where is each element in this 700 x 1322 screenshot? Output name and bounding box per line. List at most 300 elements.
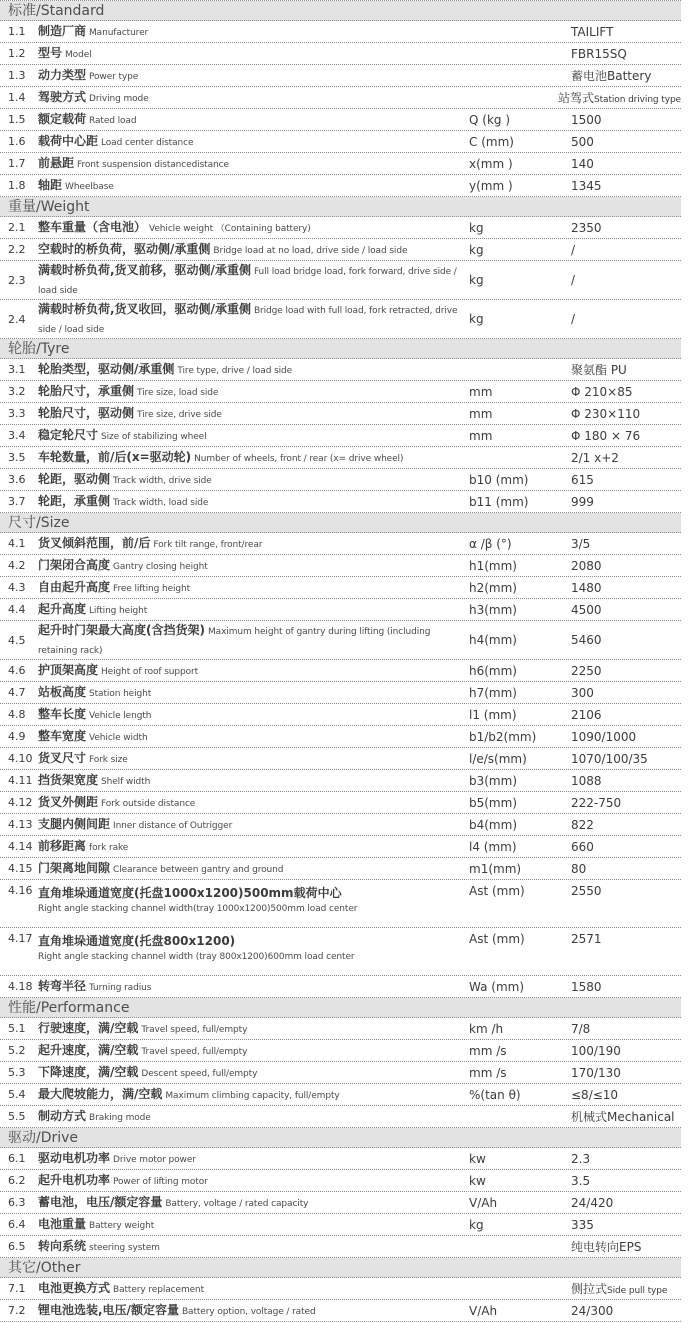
row-number: 6.3 bbox=[8, 1196, 26, 1209]
row-number: 1.6 bbox=[8, 135, 26, 148]
row-value: / bbox=[571, 312, 576, 326]
row-label-cn: 驱动电机功率 bbox=[38, 1151, 111, 1165]
row-value: TAILIFT bbox=[571, 24, 614, 39]
row-value: 聚氨酯 PU bbox=[571, 363, 627, 377]
row-label-en: Free lifting height bbox=[113, 584, 191, 594]
row-unit: h2(mm) bbox=[469, 580, 517, 595]
row-number: 5.5 bbox=[8, 1110, 26, 1123]
row-label-cn: 空载时的桥负荷，驱动侧/承重侧 bbox=[38, 242, 211, 256]
row-label bbox=[38, 300, 469, 338]
row-value: 2/1 x+2 bbox=[571, 450, 619, 465]
row-number: 4.5 bbox=[8, 633, 26, 647]
row-value: 222-750 bbox=[571, 795, 622, 810]
table-row bbox=[0, 381, 681, 403]
row-unit: l4 (mm) bbox=[469, 839, 517, 854]
table-row bbox=[0, 359, 681, 381]
row-label-en: Driving mode bbox=[89, 94, 149, 104]
row-label bbox=[38, 1237, 469, 1256]
row-label bbox=[38, 815, 469, 834]
row-label bbox=[38, 771, 469, 790]
row-label bbox=[38, 977, 469, 996]
row-label-cn: 轮距，驱动侧 bbox=[38, 472, 111, 486]
row-label-en: Rated load bbox=[89, 116, 137, 126]
row-label bbox=[38, 66, 469, 85]
row-label bbox=[38, 1107, 469, 1126]
row-label-en: Vehicle width bbox=[89, 733, 148, 743]
table-row bbox=[0, 621, 681, 660]
row-label-cn: 整车长度 bbox=[38, 707, 87, 721]
row-label-en: Manufacturer bbox=[89, 28, 149, 38]
table-row bbox=[0, 577, 681, 599]
row-label bbox=[38, 44, 469, 63]
row-label-en: Bridge load at no load, drive side / load side bbox=[213, 246, 408, 256]
row-label-cn: 转向系统 bbox=[38, 1239, 87, 1253]
row-label bbox=[38, 360, 469, 379]
row-label-en: Model bbox=[65, 50, 92, 60]
row-label-cn: 转弯半径 bbox=[38, 979, 87, 993]
table-row bbox=[0, 469, 681, 491]
row-label bbox=[38, 727, 469, 746]
row-value: 1090/1000 bbox=[571, 729, 637, 744]
table-row bbox=[0, 1214, 681, 1236]
row-label-en: Number of wheels, front / rear (x= drive wheel) bbox=[194, 454, 404, 464]
row-number: 4.4 bbox=[8, 603, 26, 616]
row-number: 6.2 bbox=[8, 1174, 26, 1187]
table-row bbox=[0, 87, 681, 109]
row-label-cn: 轮距，承重侧 bbox=[38, 494, 111, 508]
row-value-en: Side pull type bbox=[607, 1286, 668, 1296]
table-row bbox=[0, 1192, 681, 1214]
row-number: 1.4 bbox=[8, 91, 26, 104]
row-label-cn: 起升高度 bbox=[38, 602, 87, 616]
table-row bbox=[0, 175, 681, 197]
row-number: 4.7 bbox=[8, 686, 26, 699]
row-label bbox=[38, 426, 469, 445]
row-label bbox=[38, 534, 469, 553]
row-label-en: Fork size bbox=[89, 755, 128, 765]
row-label-cn: 驾驶方式 bbox=[38, 90, 87, 104]
row-number: 4.3 bbox=[8, 581, 26, 594]
row-label bbox=[38, 793, 469, 812]
row-number: 3.4 bbox=[8, 429, 26, 442]
row-label-cn: 稳定轮尺寸 bbox=[38, 428, 99, 442]
row-label-en: Height of roof support bbox=[101, 667, 199, 677]
row-unit: kg bbox=[469, 242, 484, 257]
row-label-cn: 整车重量（含电池） bbox=[38, 220, 147, 234]
row-value: ≤8/≤10 bbox=[571, 1087, 619, 1102]
row-label-cn: 直角堆垛通道宽度(托盘1000x1200)500mm载荷中心 bbox=[38, 886, 342, 900]
section-header: 轮胎/Tyre bbox=[0, 339, 681, 359]
row-unit: km /h bbox=[469, 1021, 504, 1036]
row-label bbox=[38, 261, 469, 299]
row-value: 1480 bbox=[571, 580, 602, 595]
row-number: 2.1 bbox=[8, 221, 26, 234]
row-label-cn: 行驶速度，满/空载 bbox=[38, 1021, 139, 1035]
row-label bbox=[38, 1041, 469, 1060]
row-label-en: Fork tilt range, front/rear bbox=[153, 540, 263, 550]
row-label-en: Tire size, load side bbox=[137, 388, 219, 398]
row-label-cn: 载荷中心距 bbox=[38, 134, 99, 148]
table-row bbox=[0, 109, 681, 131]
row-unit: h3(mm) bbox=[469, 602, 517, 617]
row-number: 6.4 bbox=[8, 1218, 26, 1231]
row-number: 4.2 bbox=[8, 559, 26, 572]
row-label bbox=[38, 1279, 469, 1298]
table-row bbox=[0, 447, 681, 469]
row-number: 2.2 bbox=[8, 243, 26, 256]
row-value: 999 bbox=[571, 494, 594, 509]
row-number: 4.13 bbox=[8, 818, 33, 831]
row-label-cn: 轮胎类型，驱动侧/承重侧 bbox=[38, 362, 175, 376]
row-label-cn: 制造厂商 bbox=[38, 24, 87, 38]
row-label-cn: 支腿内侧间距 bbox=[38, 817, 111, 831]
row-value: 5460 bbox=[571, 633, 602, 647]
row-unit: kw bbox=[469, 1173, 486, 1188]
row-unit: h1(mm) bbox=[469, 558, 517, 573]
table-row bbox=[0, 1236, 681, 1258]
row-number: 5.3 bbox=[8, 1066, 26, 1079]
row-number: 7.1 bbox=[8, 1282, 26, 1295]
table-row bbox=[0, 239, 681, 261]
row-value: 3.5 bbox=[571, 1173, 591, 1188]
row-label-cn: 起升时门架最大高度(含挡货架) bbox=[38, 623, 205, 637]
table-row bbox=[0, 1170, 681, 1192]
row-number: 1.8 bbox=[8, 179, 26, 192]
row-label bbox=[38, 661, 469, 680]
table-row bbox=[0, 555, 681, 577]
table-row bbox=[0, 65, 681, 87]
row-label-en: Inner distance of Outrigger bbox=[113, 821, 233, 831]
row-label-cn: 满载时桥负荷,货叉收回，驱动侧/承重侧 bbox=[38, 302, 251, 316]
row-value: 2350 bbox=[571, 220, 602, 235]
row-label-cn: 货叉倾斜范围，前/后 bbox=[38, 536, 151, 550]
row-unit: h6(mm) bbox=[469, 663, 517, 678]
row-number: 4.16 bbox=[8, 884, 33, 897]
row-label-en: Power of lifting motor bbox=[113, 1177, 208, 1187]
row-value: FBR15SQ bbox=[571, 46, 627, 61]
row-number: 6.1 bbox=[8, 1152, 26, 1165]
table-row bbox=[0, 1300, 681, 1322]
row-label-en: Tire size, drive side bbox=[137, 410, 222, 420]
row-label bbox=[38, 88, 456, 107]
row-label-en: Turning radius bbox=[89, 983, 152, 993]
table-row bbox=[0, 726, 681, 748]
row-label-en: Right angle stacking channel width (tray 800x1200)600mm load center bbox=[38, 952, 355, 962]
section-header: 其它/Other bbox=[0, 1258, 681, 1278]
row-label bbox=[38, 22, 469, 41]
row-label-en: Descent speed, full/empty bbox=[141, 1069, 258, 1079]
row-label-cn: 挡货架宽度 bbox=[38, 773, 99, 787]
row-label-en: Tire type, drive / load side bbox=[177, 366, 293, 376]
table-row bbox=[0, 1278, 681, 1300]
row-unit: l1 (mm) bbox=[469, 707, 517, 722]
table-row bbox=[0, 976, 681, 998]
row-label-cn: 货叉尺寸 bbox=[38, 751, 87, 765]
row-number: 7.2 bbox=[8, 1304, 26, 1317]
table-row bbox=[0, 425, 681, 447]
section-header: 标准/Standard bbox=[0, 1, 681, 21]
row-label bbox=[38, 749, 469, 768]
row-label bbox=[38, 492, 469, 511]
row-value: 660 bbox=[571, 839, 594, 854]
row-label-cn: 满载时桥负荷,货叉前移，驱动侧/承重侧 bbox=[38, 263, 251, 277]
row-label-cn: 护顶架高度 bbox=[38, 663, 99, 677]
row-label bbox=[38, 1301, 469, 1320]
row-label-en: Wheelbase bbox=[65, 182, 114, 192]
row-label bbox=[38, 578, 469, 597]
row-value: 80 bbox=[571, 861, 587, 876]
row-value: 2106 bbox=[571, 707, 602, 722]
row-value: 站驾式Station driving type bbox=[558, 91, 681, 105]
table-row bbox=[0, 1084, 681, 1106]
row-label-cn: 额定载荷 bbox=[38, 112, 87, 126]
table-row bbox=[0, 1106, 681, 1128]
table-row bbox=[0, 1040, 681, 1062]
table-row bbox=[0, 491, 681, 513]
row-label-en: Maximum climbing capacity, full/empty bbox=[165, 1091, 340, 1101]
row-value: 170/130 bbox=[571, 1065, 621, 1080]
row-unit: α /β (°) bbox=[469, 536, 512, 551]
row-label-en: Travel speed, full/empty bbox=[141, 1047, 248, 1057]
row-value: 140 bbox=[571, 156, 594, 171]
row-label bbox=[38, 1193, 469, 1212]
row-label-en: Bridge load with full load, fork retracted, drive side / load side bbox=[38, 306, 458, 335]
row-label-cn: 轮胎尺寸，驱动侧 bbox=[38, 406, 135, 420]
row-label-cn: 站板高度 bbox=[38, 685, 87, 699]
row-number: 1.2 bbox=[8, 47, 26, 60]
row-label-cn: 轮胎尺寸，承重侧 bbox=[38, 384, 135, 398]
row-unit: b5(mm) bbox=[469, 795, 517, 810]
row-label-en: Lifting height bbox=[89, 606, 148, 616]
row-label-en: Travel speed, full/empty bbox=[141, 1025, 248, 1035]
row-label bbox=[38, 448, 469, 467]
row-label-en: Vehicle length bbox=[89, 711, 152, 721]
table-row bbox=[0, 1018, 681, 1040]
row-unit: Wa (mm) bbox=[469, 979, 525, 994]
row-number: 5.4 bbox=[8, 1088, 26, 1101]
row-value: 500 bbox=[571, 134, 594, 149]
row-value: 300 bbox=[571, 685, 594, 700]
row-value: 纯电转向EPS bbox=[571, 1240, 642, 1254]
row-number: 5.2 bbox=[8, 1044, 26, 1057]
table-row bbox=[0, 217, 681, 239]
row-label bbox=[38, 621, 469, 659]
row-value: 机械式Mechanical bbox=[571, 1110, 675, 1124]
section-header: 性能/Performance bbox=[0, 998, 681, 1018]
row-unit: mm bbox=[469, 384, 493, 399]
row-label-en: Fork outside distance bbox=[101, 799, 196, 809]
row-label bbox=[38, 382, 469, 401]
row-unit: Ast (mm) bbox=[469, 884, 525, 898]
row-label bbox=[38, 556, 469, 575]
row-label-cn: 轴距 bbox=[38, 178, 63, 192]
row-value: / bbox=[571, 273, 576, 287]
row-number: 1.7 bbox=[8, 157, 26, 170]
row-unit: l/e/s(mm) bbox=[469, 751, 527, 766]
row-value: 822 bbox=[571, 817, 594, 832]
table-row bbox=[0, 131, 681, 153]
row-unit: h7(mm) bbox=[469, 685, 517, 700]
row-label bbox=[38, 683, 469, 702]
table-row bbox=[0, 748, 681, 770]
row-number: 4.11 bbox=[8, 774, 33, 787]
row-number: 4.6 bbox=[8, 664, 26, 677]
row-label-en: Load center distance bbox=[101, 138, 194, 148]
row-number: 3.2 bbox=[8, 385, 26, 398]
table-row bbox=[0, 403, 681, 425]
row-label-cn: 自由起升高度 bbox=[38, 580, 111, 594]
row-label-cn: 制动方式 bbox=[38, 1109, 87, 1123]
row-unit: mm bbox=[469, 406, 493, 421]
row-label-cn: 门架离地间隙 bbox=[38, 861, 111, 875]
table-row bbox=[0, 1148, 681, 1170]
row-value: 2550 bbox=[571, 884, 602, 898]
row-label-en: Battery option, voltage / rated bbox=[181, 1307, 316, 1317]
row-number: 1.3 bbox=[8, 69, 26, 82]
row-value: 7/8 bbox=[571, 1021, 591, 1036]
row-number: 3.3 bbox=[8, 407, 26, 420]
row-unit: kg bbox=[469, 1217, 484, 1232]
row-label bbox=[38, 1019, 469, 1038]
row-value-en: Station driving type bbox=[594, 95, 681, 105]
row-unit: %(tan θ) bbox=[469, 1087, 521, 1102]
row-number: 2.3 bbox=[8, 273, 26, 287]
row-value: 24/420 bbox=[571, 1195, 614, 1210]
row-label-en: Maximum height of gantry during lifting (including retaining rack) bbox=[38, 627, 431, 656]
row-label bbox=[38, 240, 469, 259]
row-label bbox=[38, 154, 469, 173]
row-number: 4.10 bbox=[8, 752, 33, 765]
row-label bbox=[38, 1171, 469, 1190]
row-label-cn: 锂电池选装,电压/额定容量 bbox=[38, 1303, 179, 1317]
table-row bbox=[0, 153, 681, 175]
row-value: 1500 bbox=[571, 112, 602, 127]
row-unit: b11 (mm) bbox=[469, 494, 529, 509]
row-unit: mm bbox=[469, 428, 493, 443]
row-unit: kw bbox=[469, 1151, 486, 1166]
row-number: 3.6 bbox=[8, 473, 26, 486]
row-value: Φ 210×85 bbox=[571, 384, 633, 399]
row-unit: C (mm) bbox=[469, 134, 514, 149]
row-label-cn: 车轮数量，前/后(x=驱动轮) bbox=[38, 450, 192, 464]
section-header: 重量/Weight bbox=[0, 197, 681, 217]
row-unit: Ast (mm) bbox=[469, 932, 525, 946]
row-number: 4.14 bbox=[8, 840, 33, 853]
row-label bbox=[38, 176, 469, 195]
row-number: 1.1 bbox=[8, 25, 26, 38]
row-label bbox=[38, 1085, 469, 1104]
table-row bbox=[0, 21, 681, 43]
row-label-en: Battery replacement bbox=[113, 1285, 205, 1295]
row-number: 3.7 bbox=[8, 495, 26, 508]
row-number: 4.8 bbox=[8, 708, 26, 721]
row-number: 4.1 bbox=[8, 537, 26, 550]
row-label-en: Vehicle weight （Containing battery) bbox=[149, 224, 311, 234]
table-row bbox=[0, 858, 681, 880]
row-value: 1088 bbox=[571, 773, 602, 788]
row-unit: m1(mm) bbox=[469, 861, 522, 876]
row-label-cn: 前悬距 bbox=[38, 156, 75, 170]
row-value: 615 bbox=[571, 472, 594, 487]
row-value: 2250 bbox=[571, 663, 602, 678]
row-label-en: Clearance between gantry and ground bbox=[113, 865, 284, 875]
table-row bbox=[0, 704, 681, 726]
section-header: 尺寸/Size bbox=[0, 513, 681, 533]
row-number: 4.18 bbox=[8, 980, 33, 993]
row-value: 1345 bbox=[571, 178, 602, 193]
row-number: 4.15 bbox=[8, 862, 33, 875]
row-number: 1.5 bbox=[8, 113, 26, 126]
row-value: 100/190 bbox=[571, 1043, 621, 1058]
table-row bbox=[0, 814, 681, 836]
row-value: Φ 230×110 bbox=[571, 406, 641, 421]
row-number: 4.17 bbox=[8, 932, 33, 945]
row-unit: mm /s bbox=[469, 1065, 507, 1080]
row-label bbox=[38, 404, 469, 423]
table-row bbox=[0, 261, 681, 300]
row-label-en: steering system bbox=[89, 1243, 160, 1253]
row-value: 335 bbox=[571, 1217, 594, 1232]
row-label-en: Drive motor power bbox=[113, 1155, 196, 1165]
table-row bbox=[0, 928, 681, 976]
row-label bbox=[38, 132, 469, 151]
table-row bbox=[0, 599, 681, 621]
table-row bbox=[0, 660, 681, 682]
row-label-cn: 起升速度，满/空载 bbox=[38, 1043, 139, 1057]
row-label-cn: 前移距离 bbox=[38, 839, 87, 853]
row-unit: b4(mm) bbox=[469, 817, 517, 832]
row-label bbox=[38, 1215, 469, 1234]
row-label bbox=[38, 1063, 469, 1082]
row-label-cn: 最大爬坡能力，满/空载 bbox=[38, 1087, 163, 1101]
table-row bbox=[0, 300, 681, 339]
row-value: 24/300 bbox=[571, 1303, 614, 1318]
row-number: 3.5 bbox=[8, 451, 26, 464]
row-unit: V/Ah bbox=[469, 1303, 498, 1318]
row-unit: kg bbox=[469, 273, 484, 287]
section-header: 驱动/Drive bbox=[0, 1128, 681, 1148]
row-label-en: Shelf width bbox=[101, 777, 151, 787]
row-label-cn: 蓄电池，电压/额定容量 bbox=[38, 1195, 163, 1209]
row-value: / bbox=[571, 242, 576, 257]
row-unit: b1/b2(mm) bbox=[469, 729, 537, 744]
row-label-en: Battery weight bbox=[89, 1221, 155, 1231]
table-row bbox=[0, 43, 681, 65]
table-row bbox=[0, 792, 681, 814]
row-value: 3/5 bbox=[571, 536, 591, 551]
row-value: Φ 180 × 76 bbox=[571, 428, 641, 443]
row-label-cn: 电池重量 bbox=[38, 1217, 87, 1231]
table-row bbox=[0, 1062, 681, 1084]
row-value: 4500 bbox=[571, 602, 602, 617]
row-label-en: Braking mode bbox=[89, 1113, 151, 1123]
row-label bbox=[38, 110, 469, 129]
row-number: 4.9 bbox=[8, 730, 26, 743]
row-unit: kg bbox=[469, 220, 484, 235]
row-label bbox=[38, 884, 469, 917]
row-unit: kg bbox=[469, 312, 484, 326]
row-label bbox=[38, 470, 469, 489]
row-label bbox=[38, 1149, 469, 1168]
row-value: 侧拉式Side pull type bbox=[571, 1282, 668, 1296]
row-label-en: Size of stabilizing wheel bbox=[101, 432, 207, 442]
row-label-cn: 起升电机功率 bbox=[38, 1173, 111, 1187]
row-unit: y(mm ) bbox=[469, 178, 513, 193]
table-row bbox=[0, 880, 681, 928]
row-label-en: Right angle stacking channel width(tray 1000x1200)500mm load center bbox=[38, 904, 358, 914]
row-label bbox=[38, 859, 469, 878]
row-number: 3.1 bbox=[8, 363, 26, 376]
